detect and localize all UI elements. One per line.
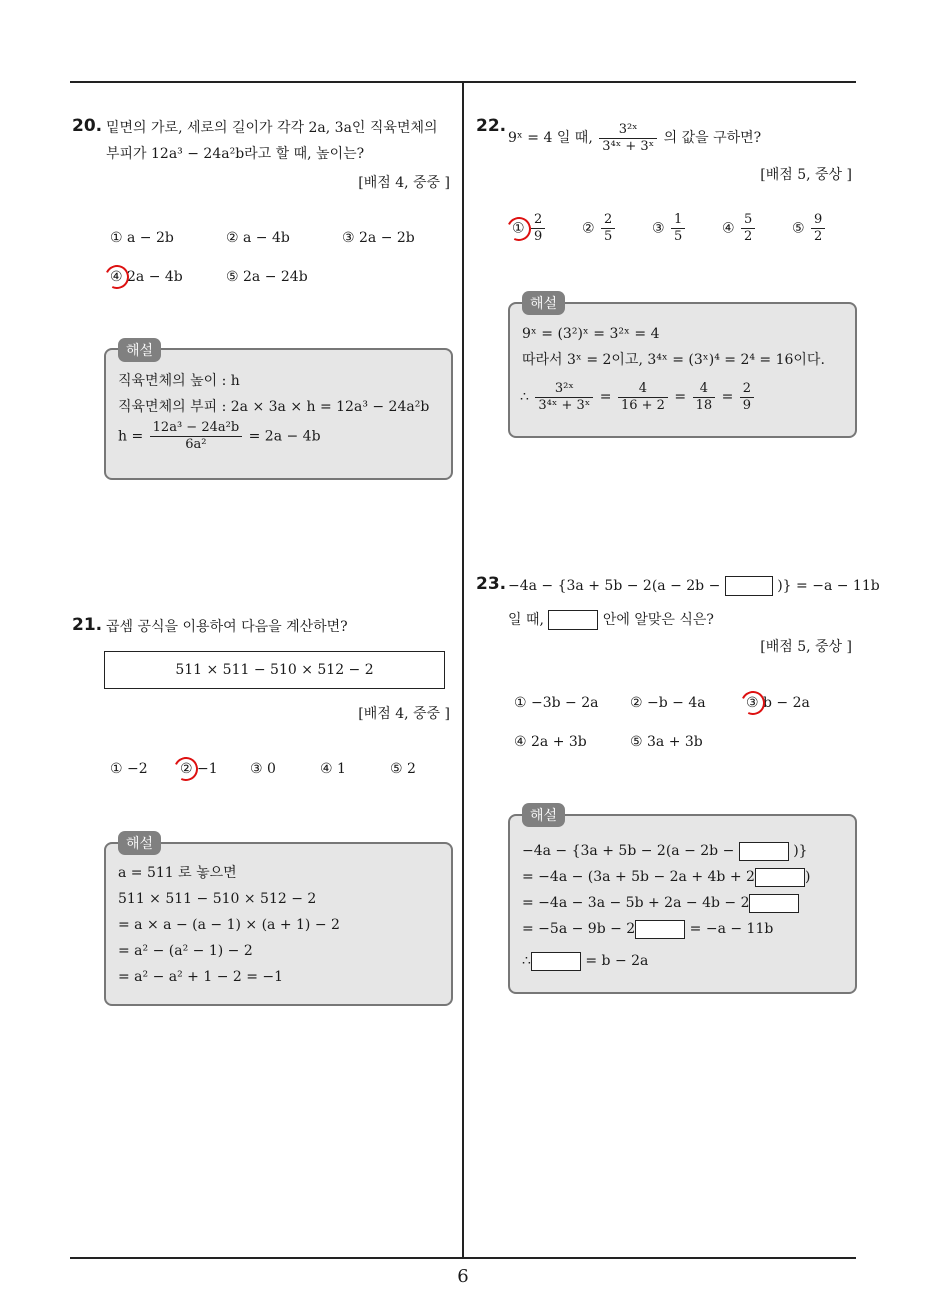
solution-text: −4a − {3a + 5b − 2(a − 2b − xyxy=(522,843,735,859)
question-tail: 의 값을 구하면? xyxy=(663,130,762,146)
solution-tag: 해설 xyxy=(118,831,161,855)
choice-2[interactable]: ② −b − 4a xyxy=(630,695,706,711)
column-divider xyxy=(462,82,464,1258)
equals-sign: = xyxy=(674,389,687,405)
fraction-numerator: 2 xyxy=(740,381,754,398)
choice-symbol: ⑤ xyxy=(792,220,805,237)
answer-circle-mark xyxy=(738,688,769,719)
fraction-denominator: 3⁴ˣ + 3ˣ xyxy=(602,138,655,154)
solution-line-2: 511 × 511 − 510 × 512 − 2 xyxy=(118,891,317,907)
solution-line-5 xyxy=(522,948,648,974)
choice-symbol: ② xyxy=(582,220,595,237)
fraction-denominator: 18 xyxy=(695,397,713,413)
solution-line-2: 따라서 3ˣ = 2이고, 3⁴ˣ = (3ˣ)⁴ = 2⁴ = 16이다. xyxy=(522,352,825,368)
bottom-rule xyxy=(70,1257,856,1259)
question-text-line-1 xyxy=(508,118,761,158)
solution-text: = −a − 11b xyxy=(689,921,774,937)
choice-fraction xyxy=(811,212,825,245)
fraction-numerator: 3²ˣ xyxy=(535,381,593,398)
choice-5[interactable]: ⑤ 2a − 24b xyxy=(226,269,308,285)
choice-2[interactable]: ② a − 4b xyxy=(226,230,290,246)
question-condition: 9ˣ = 4 일 때, xyxy=(508,130,593,146)
solution-lhs: h = xyxy=(118,428,144,445)
solution-line-2: 직육면체의 부피 : 2a × 3a × h = 12a³ − 24a²b xyxy=(118,399,430,415)
choice-4[interactable]: ④ 1 xyxy=(320,761,346,777)
therefore-symbol: ∴ xyxy=(522,953,531,969)
fraction-denominator: 5 xyxy=(674,229,683,244)
solution-rhs: = 2a − 4b xyxy=(248,428,321,445)
choice-3[interactable]: ③ b − 2a xyxy=(746,695,810,711)
blank-box xyxy=(531,952,581,971)
fraction-denominator: 3⁴ˣ + 3ˣ xyxy=(538,397,591,413)
fraction xyxy=(150,420,243,453)
question-number: 20. xyxy=(72,116,103,136)
blank-box xyxy=(749,894,799,913)
choice-fraction xyxy=(741,212,755,245)
solution-line-3 xyxy=(522,890,799,916)
choice-symbol: ③ xyxy=(652,220,665,237)
fraction-denominator: 9 xyxy=(534,229,543,244)
blank-box xyxy=(548,610,598,630)
equation-lhs: −4a − {3a + 5b − 2(a − 2b − xyxy=(508,578,721,594)
choice-fraction xyxy=(671,212,685,245)
solution-line-3: = a × a − (a − 1) × (a + 1) − 2 xyxy=(118,917,340,933)
solution-line-1: 직육면체의 높이 : h xyxy=(118,373,240,389)
choice-2[interactable] xyxy=(582,212,617,245)
question-text-line-2 xyxy=(508,610,714,630)
expression-box: 511 × 511 − 510 × 512 − 2 xyxy=(104,651,445,689)
choice-5[interactable]: ⑤ 3a + 3b xyxy=(630,734,703,750)
fraction-numerator: 5 xyxy=(741,212,755,229)
fraction-numerator: 4 xyxy=(618,381,668,398)
solution-line-1: 9ˣ = (3²)ˣ = 3²ˣ = 4 xyxy=(522,326,660,342)
fraction-numerator: 9 xyxy=(811,212,825,229)
choice-3[interactable]: ③ 0 xyxy=(250,761,276,777)
fraction-numerator: 4 xyxy=(693,381,716,398)
fraction-numerator: 2 xyxy=(531,212,545,229)
fraction-denominator: 9 xyxy=(742,397,752,413)
solution-tag: 해설 xyxy=(522,803,565,827)
fraction xyxy=(618,381,668,414)
choice-5[interactable] xyxy=(792,212,827,245)
choice-4[interactable]: ④ 2a + 3b xyxy=(514,734,587,750)
question-number: 22. xyxy=(476,116,507,136)
choice-1[interactable]: ① −2 xyxy=(110,761,148,777)
fraction-denominator: 2 xyxy=(744,229,753,244)
solution-text: )} xyxy=(793,843,808,859)
choice-5[interactable]: ⑤ 2 xyxy=(390,761,416,777)
fraction-numerator: 3²ˣ xyxy=(599,122,657,139)
choice-fraction xyxy=(601,212,615,245)
score-label: [배점 5, 중상 ] xyxy=(760,639,852,655)
therefore-symbol: ∴ xyxy=(520,389,529,405)
solution-line-2 xyxy=(522,864,810,890)
choice-symbol: ④ xyxy=(722,220,735,237)
question-text-line-2: 부피가 12a³ − 24a²b라고 할 때, 높이는? xyxy=(106,146,365,162)
solution-line-1 xyxy=(522,838,808,864)
fraction xyxy=(535,381,593,414)
solution-line-1: a = 511 로 놓으면 xyxy=(118,865,237,881)
question-text-a: 일 때, xyxy=(508,612,544,628)
solution-line-3 xyxy=(520,378,756,416)
question-text-b: 안에 알맞은 식은? xyxy=(602,612,714,628)
blank-box xyxy=(739,842,789,861)
fraction-denominator: 2 xyxy=(814,229,823,244)
choice-1[interactable]: ① −3b − 2a xyxy=(514,695,599,711)
fraction-denominator: 5 xyxy=(604,229,613,244)
solution-text: = −5a − 9b − 2 xyxy=(522,921,636,937)
fraction-numerator: 2 xyxy=(601,212,615,229)
solution-text: = b − 2a xyxy=(585,953,649,969)
solution-line-3 xyxy=(118,420,321,453)
question-equation xyxy=(508,576,880,596)
fraction-denominator: 16 + 2 xyxy=(620,397,665,413)
blank-box xyxy=(725,576,773,596)
choice-3[interactable]: ③ 2a − 2b xyxy=(342,230,415,246)
solution-tag: 해설 xyxy=(522,291,565,315)
choice-1[interactable]: ① a − 2b xyxy=(110,230,174,246)
question-text-line-1: 밑면의 가로, 세로의 길이가 각각 2a, 3a인 직육면체의 xyxy=(106,120,438,136)
fraction xyxy=(740,381,754,414)
choice-symbol: ① xyxy=(512,220,525,237)
blank-box xyxy=(635,920,685,939)
solution-text: = −4a − 3a − 5b + 2a − 4b − 2 xyxy=(522,895,750,911)
solution-text: ) xyxy=(804,869,811,885)
page-number: 6 xyxy=(457,1266,469,1287)
fraction xyxy=(693,381,716,414)
choice-4[interactable] xyxy=(722,212,757,245)
equals-sign: = xyxy=(599,389,612,405)
answer-circle-mark xyxy=(102,262,133,293)
question-number: 23. xyxy=(476,574,507,594)
equals-sign: = xyxy=(721,389,734,405)
blank-box xyxy=(755,868,805,887)
choice-2[interactable]: ② −1 xyxy=(180,761,218,777)
fraction-denominator: 6a² xyxy=(185,437,207,452)
fraction-numerator: 12a³ − 24a²b xyxy=(150,420,243,437)
equation-rhs: )} = −a − 11b xyxy=(777,578,880,594)
score-label: [배점 5, 중상 ] xyxy=(760,167,852,183)
solution-line-4: = a² − (a² − 1) − 2 xyxy=(118,943,253,959)
choice-3[interactable] xyxy=(652,212,687,245)
score-label: [배점 4, 중중 ] xyxy=(358,175,450,191)
score-label: [배점 4, 중중 ] xyxy=(358,706,450,722)
answer-circle-mark xyxy=(171,754,202,785)
solution-line-5: = a² − a² + 1 − 2 = −1 xyxy=(118,969,284,985)
question-text-line-1: 곱셈 공식을 이용하여 다음을 계산하면? xyxy=(106,619,348,635)
question-number: 21. xyxy=(72,615,103,635)
fraction-numerator: 1 xyxy=(671,212,685,229)
choice-4[interactable]: ④ 2a − 4b xyxy=(110,269,183,285)
solution-line-4 xyxy=(522,916,773,942)
choice-fraction xyxy=(531,212,545,245)
solution-text: = −4a − (3a + 5b − 2a + 4b + 2 xyxy=(522,869,755,885)
solution-tag: 해설 xyxy=(118,338,161,362)
fraction xyxy=(599,122,657,155)
